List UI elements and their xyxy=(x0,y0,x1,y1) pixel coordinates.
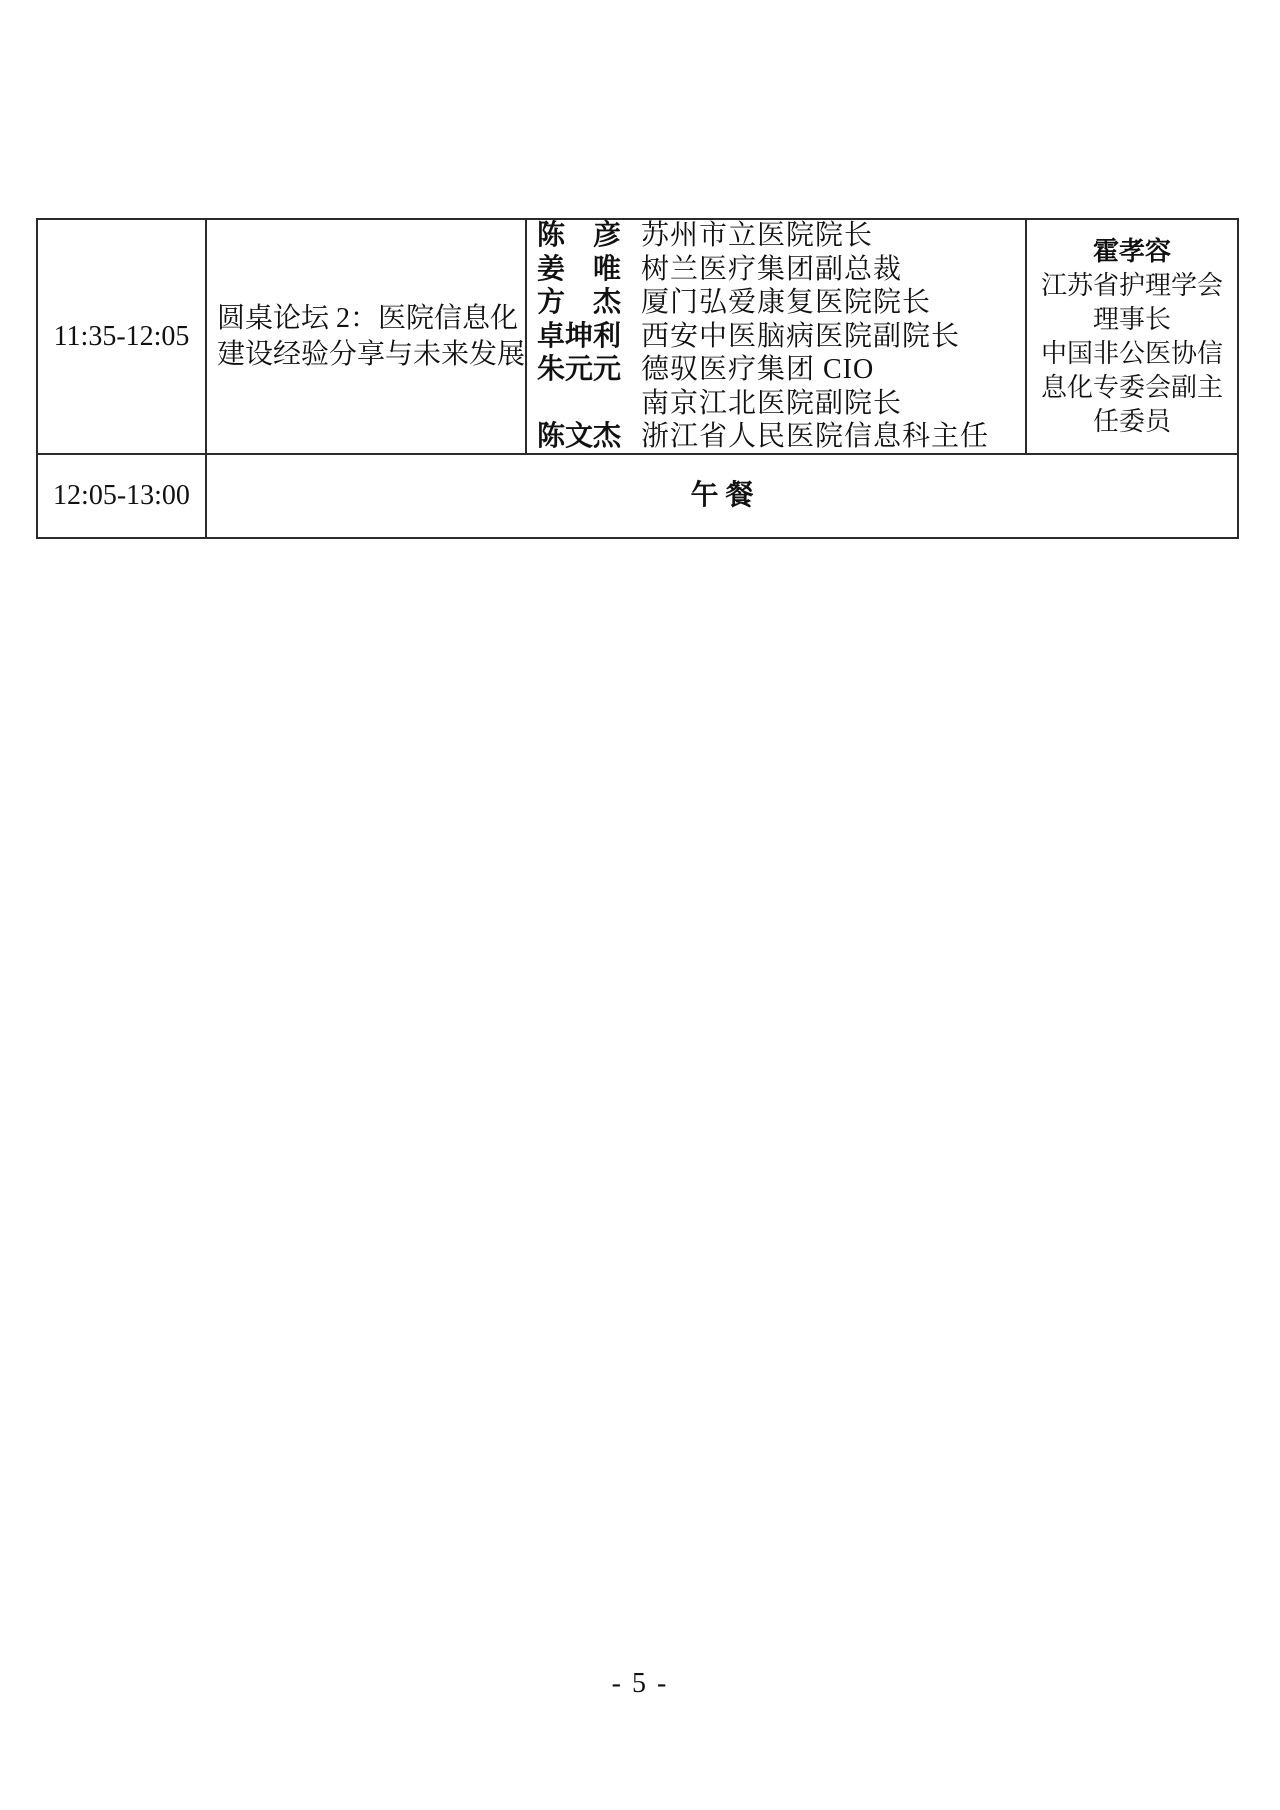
time-range: 12:05-13:00 xyxy=(53,480,190,511)
speaker-line xyxy=(537,253,1025,287)
speaker-line xyxy=(537,420,1025,454)
speaker-name: 方 杰 xyxy=(537,287,622,319)
moderator-title-line: 任委员 xyxy=(1092,406,1171,436)
time-range: 11:35-12:05 xyxy=(53,320,190,352)
moderator-title-line: 中国非公医协信 xyxy=(1040,338,1223,368)
time-cell xyxy=(38,220,207,453)
table-row xyxy=(38,455,1237,537)
speaker-title: 浙江省人民医院信息科主任 xyxy=(641,421,990,453)
speaker-name: 卓坤利 xyxy=(537,320,622,352)
lunch-cell xyxy=(207,455,1237,537)
speaker-name: 陈 彦 xyxy=(537,220,622,252)
speaker-title: 树兰医疗集团副总裁 xyxy=(641,253,903,285)
speaker-name: 朱元元 xyxy=(537,354,622,386)
topic-line: 建设经验分享与未来发展 xyxy=(217,338,526,370)
moderator-name: 霍孝容 xyxy=(1092,236,1171,266)
speaker-name: 姜 唯 xyxy=(537,253,622,285)
moderator-title-line: 息化专委会副主 xyxy=(1040,372,1223,402)
moderator-title-line: 理事长 xyxy=(1092,304,1171,334)
speaker-title: 南京江北医院副院长 xyxy=(641,387,903,419)
page-number: - 5 - xyxy=(611,1668,669,1699)
speaker-line xyxy=(537,320,1025,354)
speakers-cell xyxy=(527,220,1027,453)
speaker-title: 西安中医脑病医院副院长 xyxy=(641,320,961,352)
speaker-line xyxy=(537,387,1025,421)
speaker-title: 苏州市立医院院长 xyxy=(641,220,874,252)
topic-cell xyxy=(207,220,527,453)
speaker-title: 德驭医疗集团 CIO xyxy=(641,354,875,386)
schedule-table xyxy=(36,218,1239,539)
moderator-cell xyxy=(1027,220,1237,453)
topic-line: 圆桌论坛 2：医院信息化 xyxy=(217,302,519,334)
table-row xyxy=(38,220,1237,455)
moderator-title-line: 江苏省护理学会 xyxy=(1040,270,1223,300)
speaker-title: 厦门弘爱康复医院院长 xyxy=(641,287,932,319)
lunch-label: 午 餐 xyxy=(690,480,754,511)
speaker-line xyxy=(537,353,1025,387)
time-cell xyxy=(38,455,207,537)
speaker-line xyxy=(537,219,1025,253)
speaker-line xyxy=(537,286,1025,320)
speaker-name: 陈文杰 xyxy=(537,421,622,453)
